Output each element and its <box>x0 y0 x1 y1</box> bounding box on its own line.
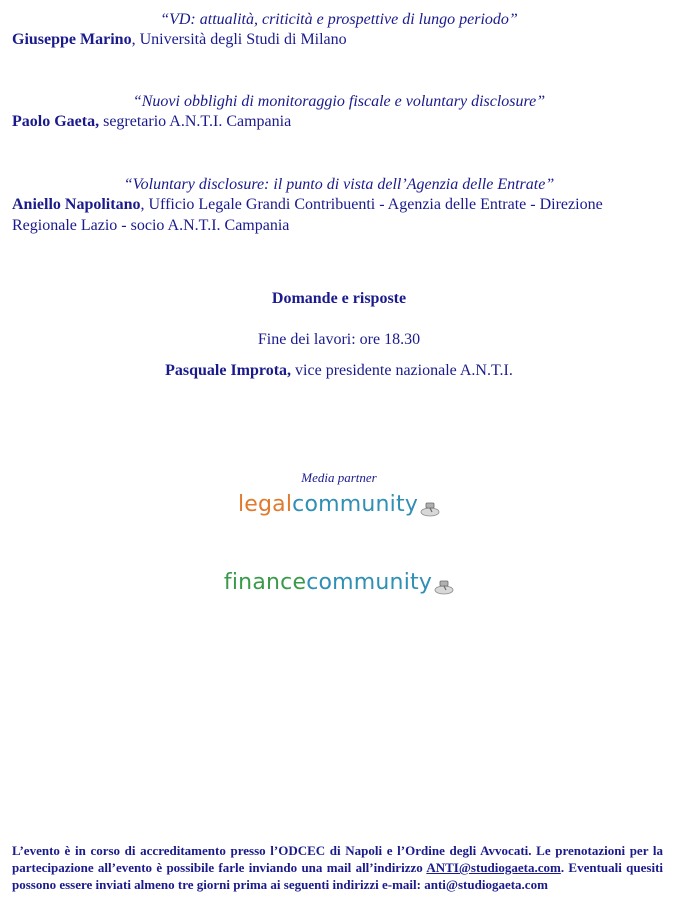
talk-3 <box>12 175 666 236</box>
legalcommunity-logo-legal: legal <box>237 492 293 517</box>
legalcommunity-logo-community: community <box>292 492 419 517</box>
footer-notice <box>12 842 663 893</box>
financecommunity-logo <box>0 570 678 595</box>
footer-text-2: . Eventuali quesiti possono essere inviati almeno tre giorni prima ai seguenti indirizzi e-mail: anti@studiogaeta.com <box>12 860 664 892</box>
talk-3-speaker-name: Aniello Napolitano <box>12 196 141 213</box>
talk-3-speaker-role: , Ufficio Legale Grandi Contribuenti - Agenzia delle Entrate - Direzione Regionale Lazio - socio A.N.T.I. Campania <box>12 196 603 234</box>
talk-1-speaker-role: , Università degli Studi di Milano <box>131 31 347 48</box>
talk-2 <box>12 92 666 132</box>
talk-1-speaker <box>12 29 666 50</box>
financecommunity-logo-finance: finance <box>223 570 307 595</box>
end-time: Fine dei lavori: ore 18.30 <box>257 331 421 348</box>
talk-1 <box>12 10 666 50</box>
closing-speaker <box>12 362 666 380</box>
gavel-badge-icon <box>434 577 454 595</box>
qa-heading: Domande e risposte <box>271 290 407 307</box>
talk-2-speaker-name: Paolo Gaeta, <box>12 113 100 130</box>
closing-speaker-role: vice presidente nazionale A.N.T.I. <box>291 362 513 379</box>
media-partner-label: Media partner <box>301 470 377 485</box>
talk-1-title: “VD: attualità, criticità e prospettive di lungo periodo” <box>160 11 518 28</box>
talk-2-speaker-role: segretario A.N.T.I. Campania <box>99 113 292 130</box>
talk-2-title: “Nuovi obblighi di monitoraggio fiscale e voluntary disclosure” <box>132 93 546 110</box>
talk-3-title: “Voluntary disclosure: il punto di vista dell’Agenzia delle Entrate” <box>123 176 555 193</box>
talk-2-speaker <box>12 111 666 132</box>
talk-1-speaker-name: Giuseppe Marino <box>12 31 132 48</box>
gavel-badge-icon <box>420 499 440 517</box>
footer-text-1: L’evento è in corso di accreditamento presso l’ODCEC di Napoli e l’Ordine degli Avvocati. Le prenotazioni per la partecipazione all’evento è possibile farle inviando una mail all’indirizzo <box>12 843 663 875</box>
closing-speaker-name: Pasquale Improta, <box>165 362 292 379</box>
financecommunity-logo-community: community <box>306 570 433 595</box>
footer-email-link[interactable]: ANTI@studiogaeta.com <box>426 860 561 875</box>
legalcommunity-logo <box>0 492 678 517</box>
talk-3-speaker <box>12 194 666 236</box>
